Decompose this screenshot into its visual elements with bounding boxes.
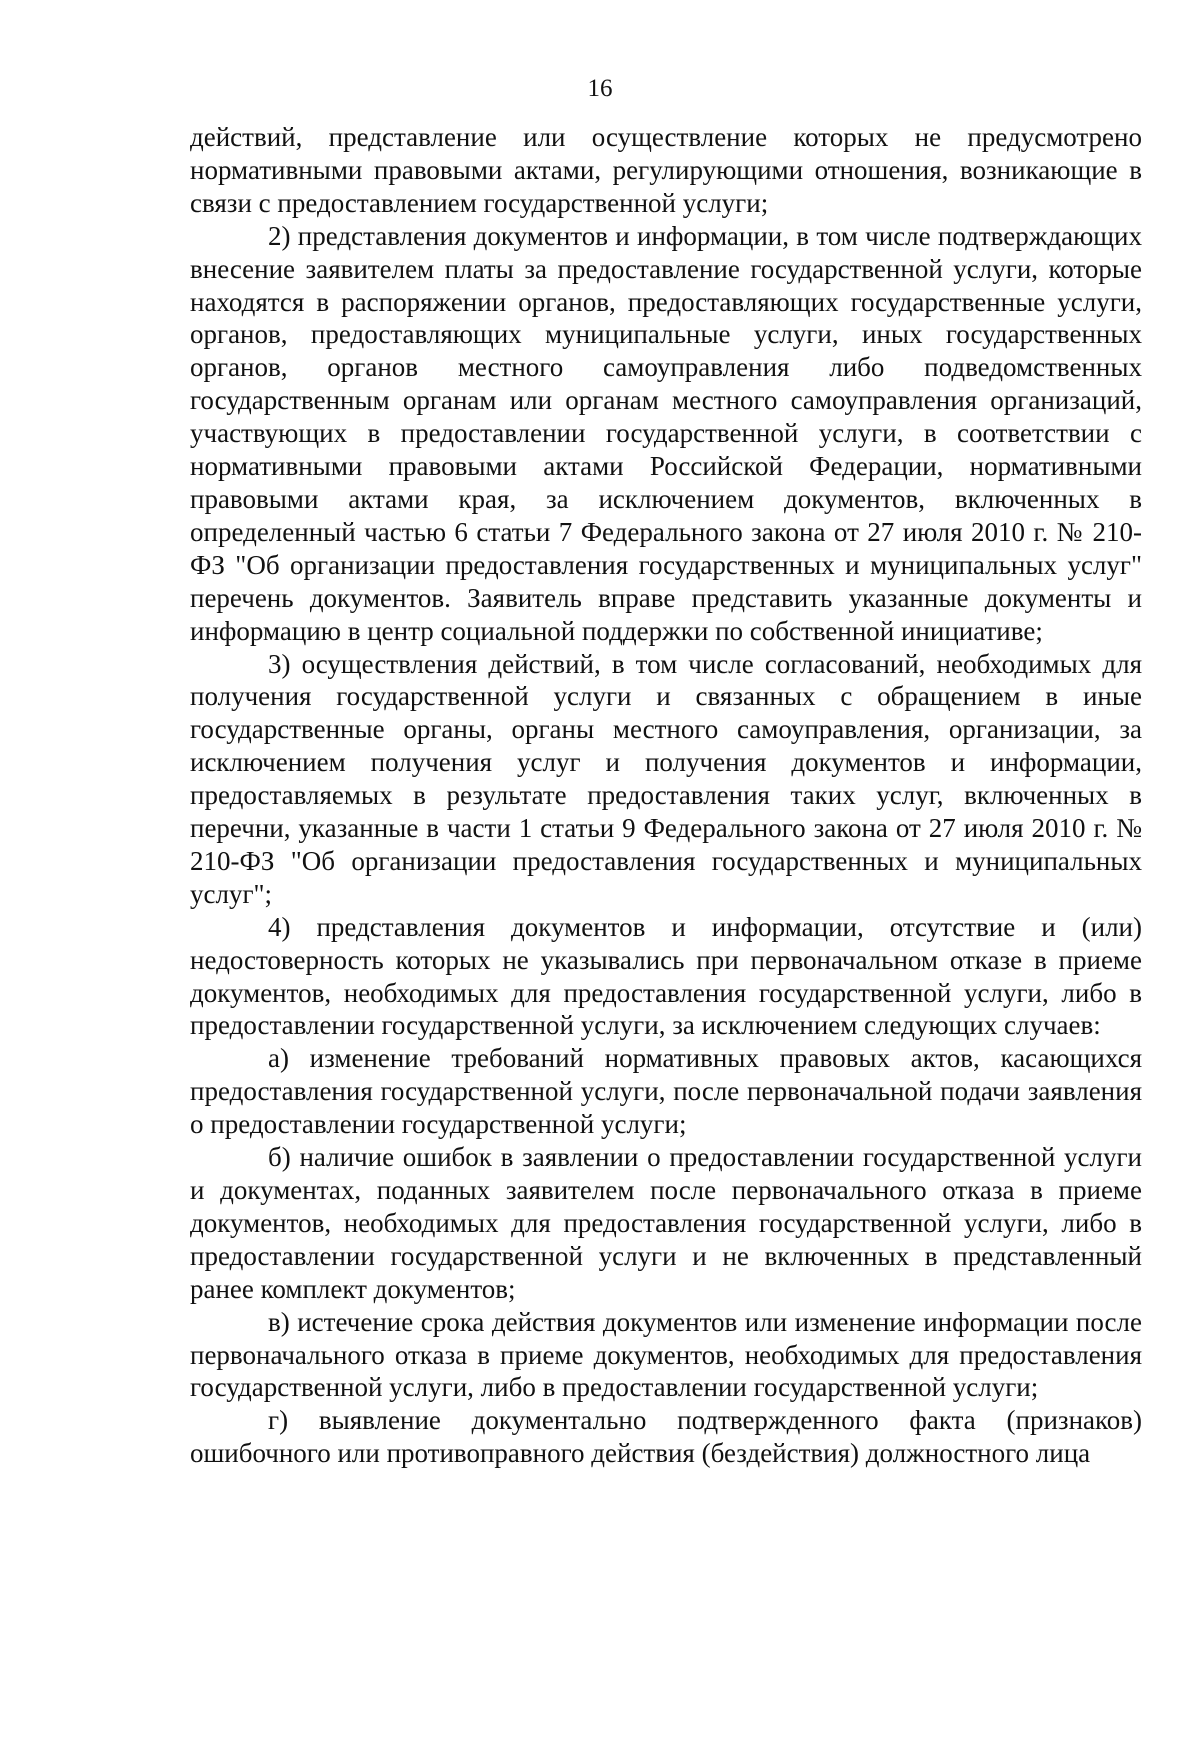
paragraph: 4) представления документов и информации, отсутствие и (или) недостоверность которых не указывались при первоначальном отказе в приеме документов, необходимых для предоставления государственной услуги, либо в предоставлении государственной услуги, за исключением следующих случаев:: [190, 911, 1142, 1041]
paragraph: 2) представления документов и информации, в том числе подтверждающих внесение заявителем платы за предоставление государственной услуги, которые находятся в распоряжении органов, предоставляющих государственные услуги, органов, предоставляющих муниципальные услуги, иных государственных органов, органов местного самоуправления либо подведомственных государственным органам или органам местного самоуправления организаций, участвующих в предоставлении государственной услуги, в соответствии с нормативными правовыми актами Российской Федерации, нормативными правовыми актами края, за исключением документов, включенных в определенный частью 6 статьи 7 Федерального закона от 27 июля 2010 г. № 210-ФЗ "Об организации предоставления государственных и муниципальных услуг" перечень документов. Заявитель вправе представить указанные документы и информацию в центр социальной поддержки по собственной инициативе;: [190, 220, 1142, 646]
document-body: [190, 121, 1142, 1470]
page-number: 16: [587, 75, 613, 102]
paragraph: в) истечение срока действия документов или изменение информации после первоначального отказа в приеме документов, необходимых для предоставления государственной услуги, либо в предоставлении государственной услуги;: [190, 1306, 1142, 1403]
paragraph: действий, представление или осуществление которых не предусмотрено нормативными правовыми актами, регулирующими отношения, возникающие в связи с предоставлением государственной услуги;: [190, 122, 1142, 218]
paragraph: а) изменение требований нормативных правовых актов, касающихся предоставления государственной услуги, после первоначальной подачи заявления о предоставлении государственной услуги;: [190, 1043, 1142, 1140]
paragraph: 3) осуществления действий, в том числе согласований, необходимых для получения государственной услуги и связанных с обращением в иные государственные органы, органы местного самоуправления, организации, за исключением получения услуг и получения документов и информации, предоставляемых в результате предоставления таких услуг, включенных в перечни, указанные в части 1 статьи 9 Федерального закона от 27 июля 2010 г. № 210-ФЗ "Об организации предоставления государственных и муниципальных услуг";: [190, 648, 1142, 909]
paragraph: б) наличие ошибок в заявлении о предоставлении государственной услуги и документах, поданных заявителем после первоначального отказа в приеме документов, необходимых для предоставления государственной услуги, либо в предоставлении государственной услуги и не включенных в представленный ранее комплект документов;: [190, 1142, 1142, 1304]
paragraph: г) выявление документально подтвержденного факта (признаков) ошибочного или противоправного действия (бездействия) должностного лица: [190, 1405, 1142, 1469]
